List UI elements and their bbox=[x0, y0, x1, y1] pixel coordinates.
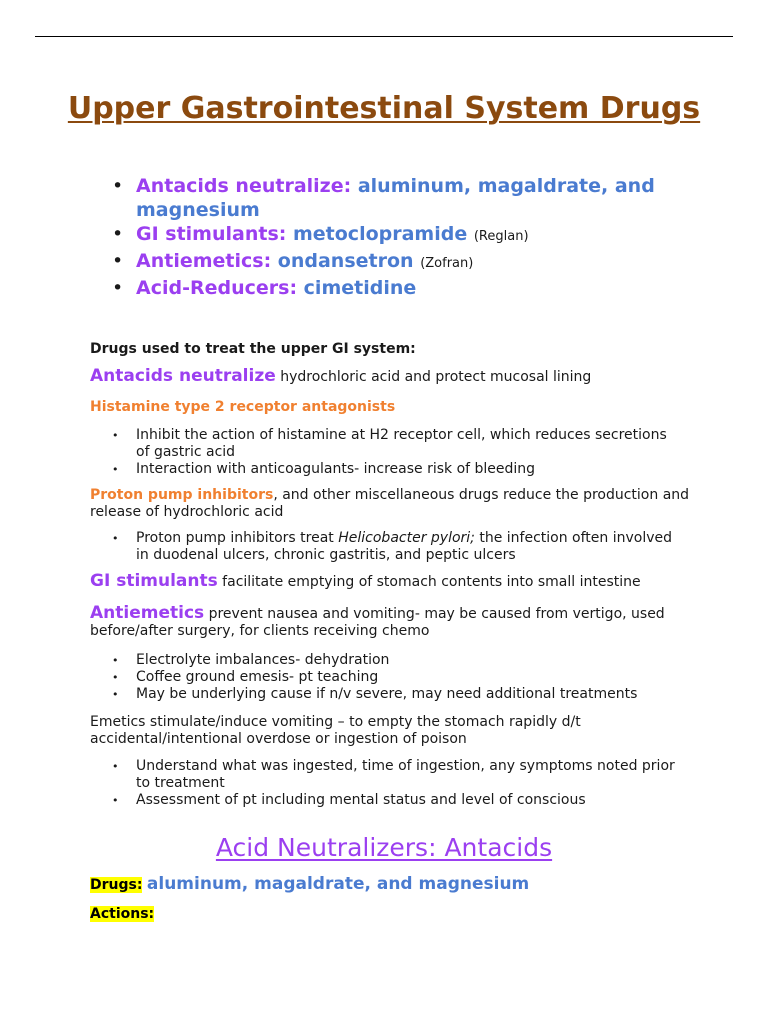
emetics-paragraph: Emetics stimulate/induce vomiting – to empty the stomach rapidly d/t accidental/intentional overdose or ingestion of poison bbox=[90, 714, 581, 747]
summary-item: • Acid-Reducers: cimetidine bbox=[110, 276, 670, 300]
section-title: Acid Neutralizers: Antacids bbox=[215, 833, 553, 862]
intro-text: Drugs used to treat the upper GI system: bbox=[90, 341, 416, 357]
summary-list bbox=[110, 174, 670, 300]
drugs-line bbox=[90, 876, 690, 894]
h2-bullets bbox=[112, 427, 682, 478]
summary-item: • GI stimulants: metoclopramide (Reglan) bbox=[110, 222, 670, 249]
antacids-paragraph: Antacids neutralize hydrochloric acid and protect mucosal lining bbox=[90, 366, 592, 386]
actions-line bbox=[90, 906, 690, 923]
drugs-value: aluminum, magaldrate, and magnesium bbox=[146, 874, 530, 894]
list-item: • Understand what was ingested, time of ingestion, any symptoms noted prior to treatment bbox=[112, 758, 682, 792]
drugs-label: Drugs: bbox=[90, 877, 143, 893]
summary-item: • Antiemetics: ondansetron (Zofran) bbox=[110, 249, 670, 276]
list-item: • Coffee ground emesis- pt teaching bbox=[112, 669, 682, 686]
actions-label: Actions: bbox=[90, 906, 155, 922]
summary-item: • Antacids neutralize: aluminum, magaldrate, and magnesium bbox=[110, 174, 670, 222]
antiemetics-paragraph: Antiemetics prevent nausea and vomiting- may be caused from vertigo, used before/after surgery, for clients receiving chemo bbox=[90, 603, 665, 639]
list-item: • Proton pump inhibitors treat Helicobacter pylori; the infection often involved in duodenal ulcers, chronic gastritis, and peptic ulcers bbox=[112, 530, 682, 564]
ppi-bullets bbox=[112, 530, 682, 564]
h2-heading: Histamine type 2 receptor antagonists bbox=[90, 399, 396, 415]
list-item: • Electrolyte imbalances- dehydration bbox=[112, 652, 682, 669]
ppi-paragraph: Proton pump inhibitors, and other miscellaneous drugs reduce the production and release of hydrochloric acid bbox=[90, 487, 690, 520]
list-item: • Interaction with anticoagulants- increase risk of bleeding bbox=[112, 461, 682, 478]
gi-paragraph: GI stimulants facilitate emptying of stomach contents into small intestine bbox=[90, 571, 641, 591]
list-item: • Inhibit the action of histamine at H2 receptor cell, which reduces secretions of gastric acid bbox=[112, 427, 682, 461]
list-item: • May be underlying cause if n/v severe, may need additional treatments bbox=[112, 686, 682, 703]
emetics-bullets bbox=[112, 758, 682, 809]
header-rule bbox=[35, 36, 733, 37]
list-item: • Assessment of pt including mental status and level of conscious bbox=[112, 792, 682, 809]
antiemetics-bullets bbox=[112, 652, 682, 703]
page-title: Upper Gastrointestinal System Drugs bbox=[67, 91, 701, 126]
